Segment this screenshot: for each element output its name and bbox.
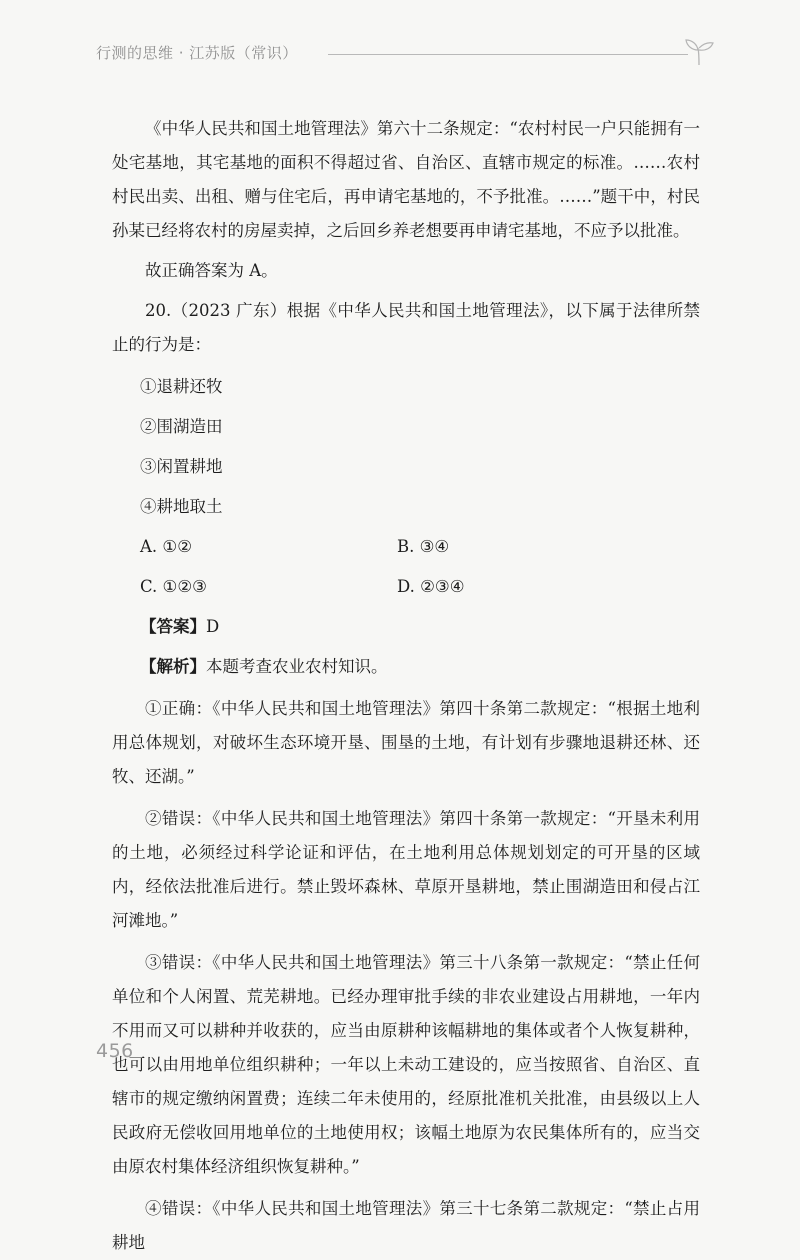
choice-row-2: [112, 570, 700, 604]
law-citation-paragraph: 《中华人民共和国土地管理法》第六十二条规定：“农村村民一户只能拥有一处宅基地，其宅基地的面积不得超过省、自治区、直辖市规定的标准。……农村村民出卖、出租、赠与住宅后，再申请宅基地的，不予批准。……”题干中，村民孙某已经将农村的房屋卖掉，之后回乡养老想要再申请宅基地，不应予以批准。: [112, 119, 700, 240]
analysis-line: [112, 650, 700, 684]
page-number: 456: [96, 1040, 134, 1062]
header-rule: [328, 54, 688, 55]
running-header: [96, 38, 716, 68]
option-item: ①退耕还牧: [140, 377, 223, 396]
option-item: ④耕地取土: [140, 497, 223, 516]
header-title: 行测的思维 · 江苏版（常识）: [96, 44, 298, 62]
choice-b: B. ③④: [397, 537, 450, 556]
analysis-item-3: ③错误：《中华人民共和国土地管理法》第三十八条第一款规定：“禁止任何单位和个人闲置、荒芜耕地。已经办理审批手续的非农业建设占用耕地，一年内不用而又可以耕种并收获的，应当由原耕种该幅耕地的集体或者个人恢复耕种，也可以由用地单位组织耕种；一年以上未动工建设的，应当按照省、自治区、直辖市的规定缴纳闲置费；连续二年未使用的，经原批准机关批准，由县级以上人民政府无偿收回用地单位的土地使用权；该幅土地原为农民集体所有的，应当交由原农村集体经济组织恢复耕种。”: [112, 953, 700, 1176]
analysis-tag: 【解析】: [140, 657, 206, 676]
analysis-item-4: ④错误：《中华人民共和国土地管理法》第三十七条第二款规定：“禁止占用耕地: [112, 1199, 700, 1252]
page-content: [112, 112, 700, 1260]
analysis-intro: 本题考查农业农村知识。: [206, 657, 388, 676]
question-stem: 20.（2023 广东）根据《中华人民共和国土地管理法》，以下属于法律所禁止的行为是：: [112, 301, 700, 354]
option-item: ③闲置耕地: [140, 457, 223, 476]
answer-line: [112, 610, 700, 644]
answer-tag: 【答案】: [140, 617, 206, 636]
answer-value: D: [206, 617, 220, 636]
choice-d: D. ②③④: [397, 577, 465, 596]
choice-row-1: [112, 530, 700, 564]
option-item: ②围湖造田: [140, 417, 223, 436]
choice-c: C. ①②③: [140, 577, 207, 596]
sprout-icon: [682, 38, 716, 66]
choice-a: A. ①②: [140, 537, 192, 556]
analysis-item-1: ①正确：《中华人民共和国土地管理法》第四十条第二款规定：“根据土地利用总体规划，对破坏生态环境开垦、围垦的土地，有计划有步骤地退耕还林、还牧、还湖。”: [112, 699, 700, 786]
previous-answer-line: 故正确答案为 A。: [145, 261, 278, 280]
analysis-item-2: ②错误：《中华人民共和国土地管理法》第四十条第一款规定：“开垦未利用的土地，必须经过科学论证和评估，在土地利用总体规划划定的可开垦的区域内，经依法批准后进行。禁止毁坏森林、草原开垦耕地，禁止围湖造田和侵占江河滩地。”: [112, 809, 700, 930]
